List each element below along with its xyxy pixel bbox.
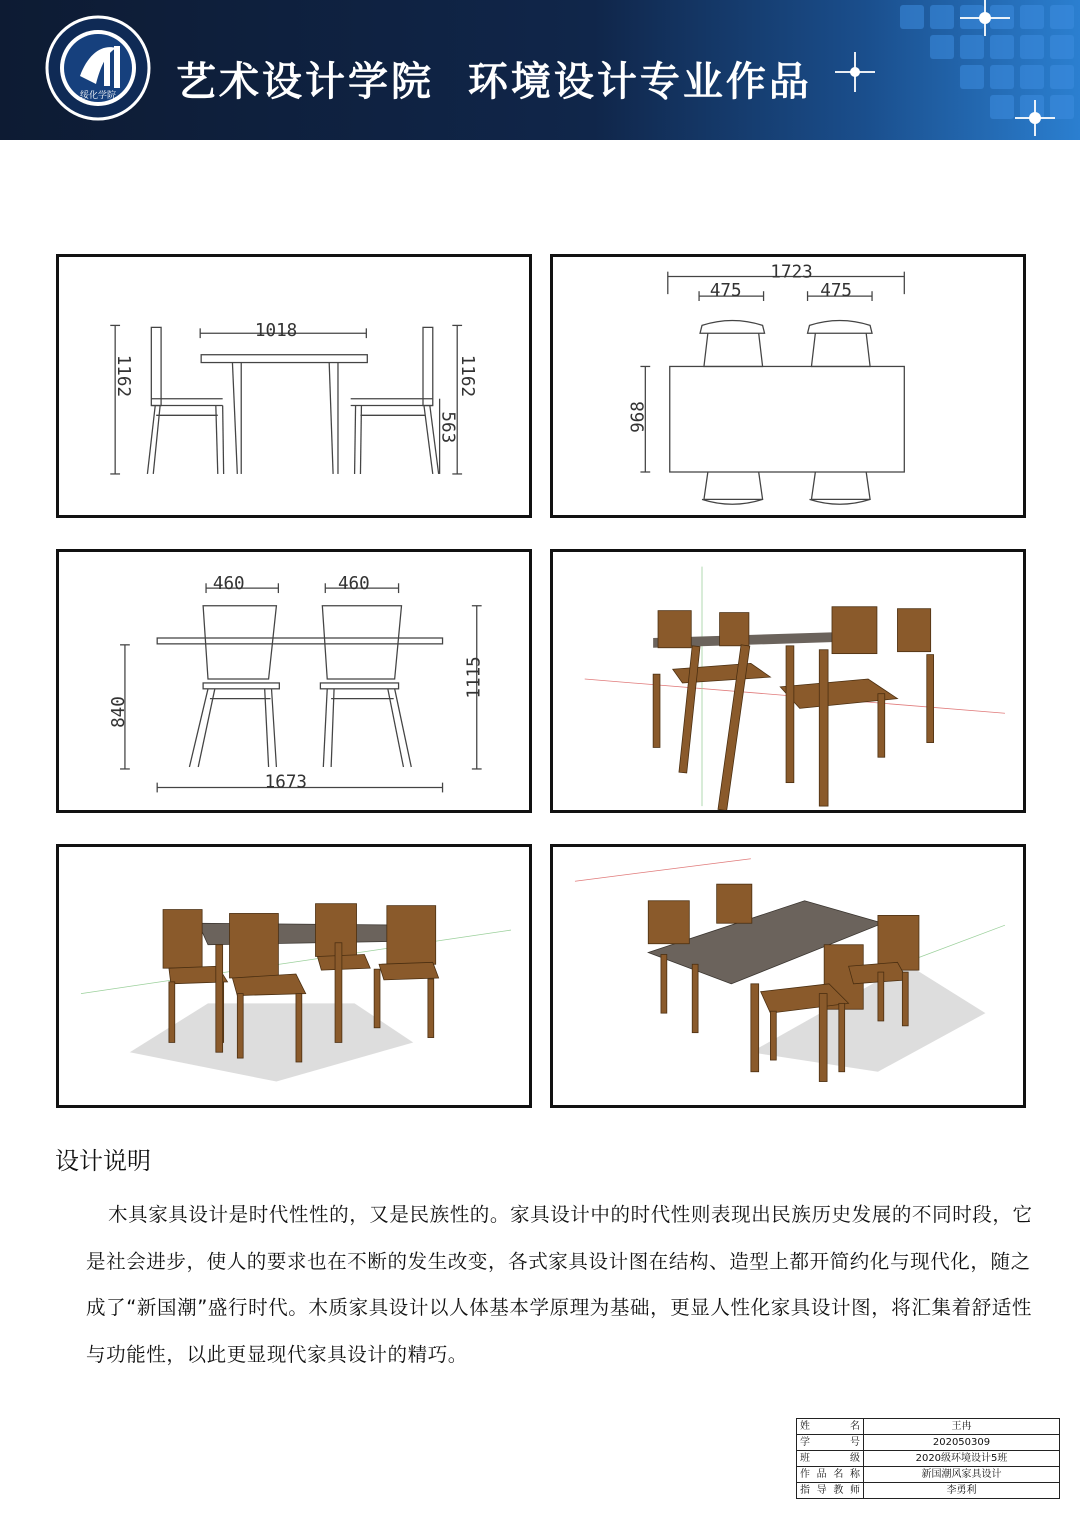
- info-key: 作品名称: [797, 1467, 864, 1483]
- page-title: 艺术设计学院 环境设计专业作品: [176, 59, 812, 105]
- table-row: [797, 1435, 1060, 1451]
- description-text: 木具家具设计是时代性性的，又是民族性的。家具设计中的时代性则表现出民族历史发展的不同时段，它是社会进步，使人的要求也在不断的发生改变，各式家具设计图在结构、造型上都开简约化与现代化，随之成了“新国潮”盛行时代。木质家具设计以人体基本学原理为基础，更显人性化家具设计图，将汇集着舒适性与功能性，以此更显现代家具设计的精巧。: [86, 1203, 1033, 1366]
- header-banner: [0, 0, 1080, 140]
- info-value: 王冉: [864, 1419, 1060, 1435]
- decorative-tiles: [780, 0, 1080, 140]
- front-view-drawing: [56, 549, 532, 813]
- svg-text:绥化学院: 绥化学院: [79, 91, 117, 101]
- info-key: 指导教师: [797, 1483, 864, 1499]
- dim-front-total: 1673: [264, 772, 308, 793]
- dim-seat-height: 563: [437, 411, 458, 444]
- info-value: 202050309: [864, 1435, 1060, 1451]
- info-key: 班级: [797, 1451, 864, 1467]
- dim-chair-width-left: 475: [709, 281, 742, 302]
- render-view-2: [56, 844, 532, 1108]
- render-view-1: [550, 549, 1026, 813]
- dim-table-width: 1018: [254, 321, 298, 342]
- top-view-drawing: [550, 254, 1026, 518]
- dim-front-height-left: 840: [108, 696, 129, 728]
- dim-table-depth: 968: [628, 401, 649, 433]
- info-value: 新国潮风家具设计: [864, 1467, 1060, 1483]
- table-row: [797, 1483, 1060, 1499]
- dim-total-width: 1723: [770, 262, 813, 283]
- table-row: [797, 1419, 1060, 1435]
- info-key: 姓名: [797, 1419, 864, 1435]
- dim-front-chair-right: 460: [337, 574, 370, 595]
- info-key: 学号: [797, 1435, 864, 1451]
- university-logo: [44, 14, 152, 122]
- side-view-drawing: [56, 254, 532, 518]
- table-row: [797, 1467, 1060, 1483]
- dim-chair-width-right: 475: [820, 281, 852, 302]
- description-heading: 设计说明: [55, 1147, 151, 1175]
- dim-chair-height-right: 1162: [457, 354, 478, 398]
- dim-chair-height-left: 1162: [113, 354, 134, 398]
- dim-front-height-right: 1115: [464, 656, 485, 699]
- render-view-3: [550, 844, 1026, 1108]
- table-row: [797, 1451, 1060, 1467]
- dim-front-chair-left: 460: [212, 574, 245, 595]
- info-value: 2020级环境设计5班: [864, 1451, 1060, 1467]
- author-info-table: [796, 1418, 1060, 1499]
- info-value: 李勇利: [864, 1483, 1060, 1499]
